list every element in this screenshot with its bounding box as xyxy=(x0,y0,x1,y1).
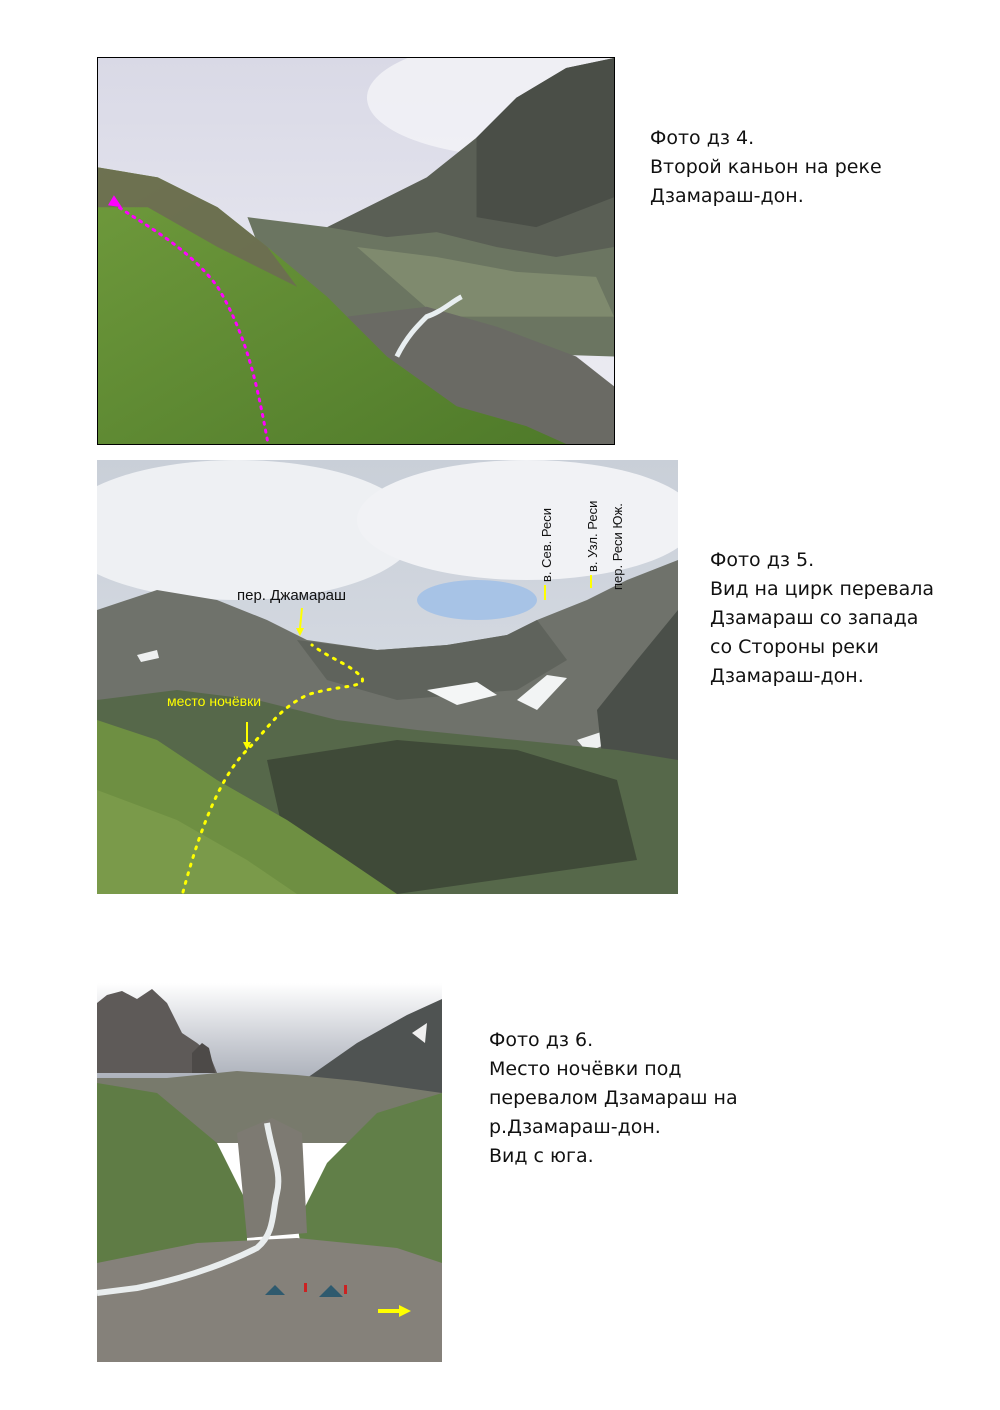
caption-title: Фото дз 4. xyxy=(650,127,755,149)
label-camp-site: место ночёвки xyxy=(167,693,262,709)
caption-title: Фото дз 6. xyxy=(489,1029,594,1051)
caption-text: со Стороны реки xyxy=(710,636,879,658)
caption-dz-6 xyxy=(489,1026,738,1171)
caption-text: Место ночёвки под xyxy=(489,1058,682,1080)
photo-dz-5 xyxy=(97,460,678,894)
caption-dz-5 xyxy=(710,546,934,691)
caption-title: Фото дз 5. xyxy=(710,549,815,571)
photo-dz-4 xyxy=(97,57,615,445)
caption-text: Второй каньон на реке xyxy=(650,156,882,178)
caption-text: Вид на цирк перевала xyxy=(710,578,935,600)
label-peak-uzl-resi: в. Узл. Реси xyxy=(585,500,600,572)
caption-dz-4 xyxy=(650,124,882,211)
person-icon xyxy=(304,1283,307,1292)
caption-text: р.Дзамараш-дон. xyxy=(489,1116,661,1138)
person-icon xyxy=(344,1285,347,1294)
direction-arrow-icon xyxy=(378,1309,400,1313)
photo-dz-4-image xyxy=(98,58,614,444)
label-peak-sev-resi: в. Сев. Реси xyxy=(539,508,554,582)
photo-dz-6 xyxy=(97,903,442,1362)
caption-text: Дзамараш-дон. xyxy=(710,665,864,687)
caption-text: Дзамараш-дон. xyxy=(650,185,804,207)
photo-dz-5-image xyxy=(97,460,678,894)
photo-dz-6-image xyxy=(97,903,442,1362)
caption-text: Дзамараш со запада xyxy=(710,607,919,629)
caption-text: Вид с юга. xyxy=(489,1145,594,1167)
caption-text: перевалом Дзамараш на xyxy=(489,1087,738,1109)
label-pass-dzhamarash: пер. Джамараш xyxy=(237,587,347,604)
label-pass-resi-yuzh: пер. Реси Юж. xyxy=(610,503,625,590)
